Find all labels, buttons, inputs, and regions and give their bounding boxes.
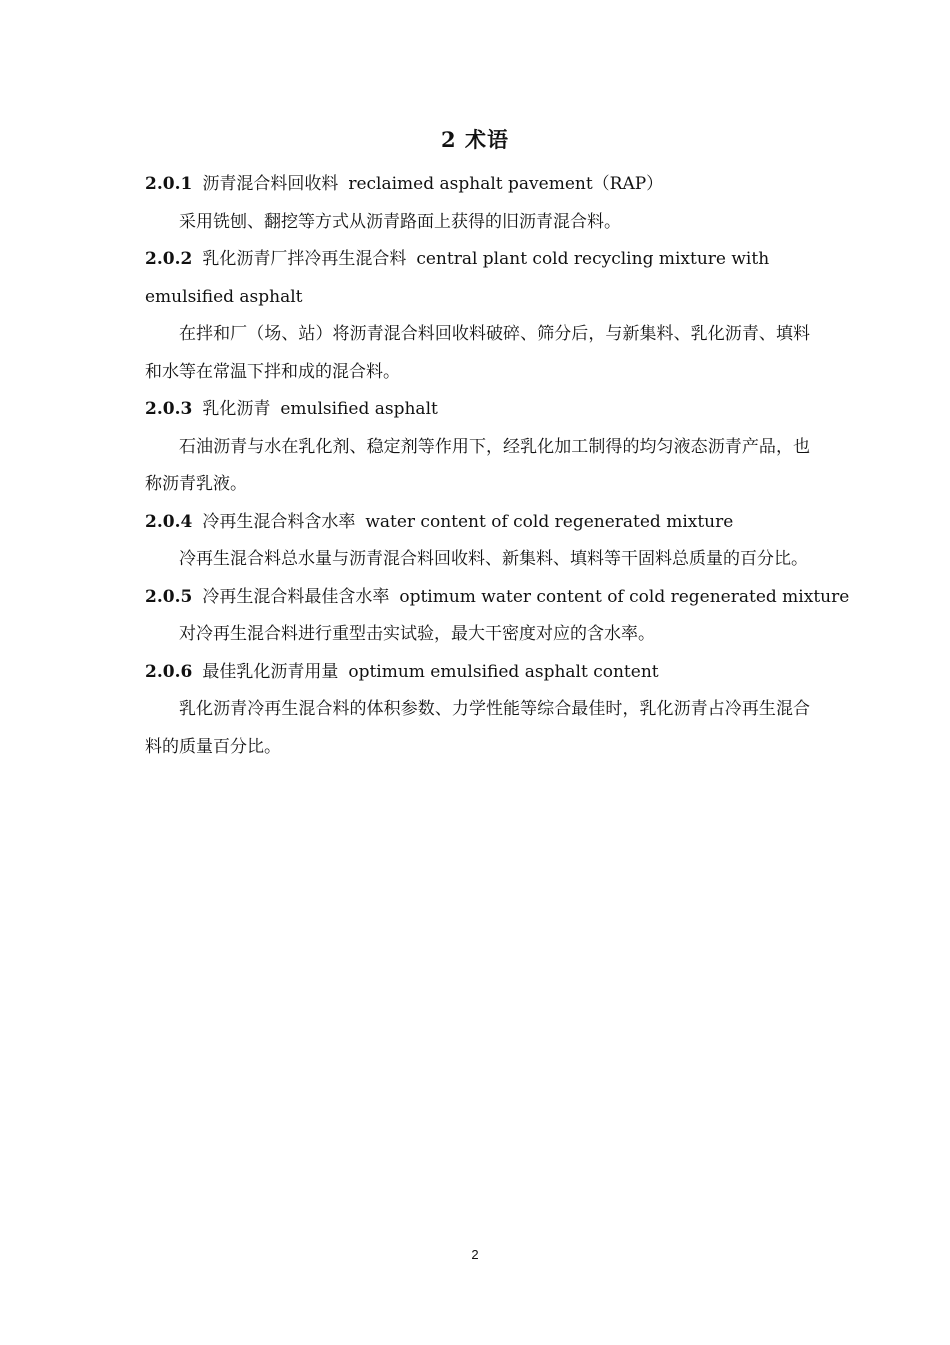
- page-number: 2: [471, 1247, 479, 1262]
- term-definition: 乳化沥青冷再生混合料的体积参数、力学性能等综合最佳时，乳化沥青占冷再生混合料的质量百分比。: [145, 699, 810, 757]
- term-entry: [145, 166, 810, 241]
- term-definition: 对冷再生混合料进行重型击实试验，最大干密度对应的含水率。: [179, 624, 655, 644]
- term-heading: [145, 241, 810, 316]
- term-chinese: 冷再生混合料含水率: [202, 511, 356, 532]
- term-chinese: 最佳乳化沥青用量: [202, 661, 339, 682]
- term-definition: 在拌和厂（场、站）将沥青混合料回收料破碎、筛分后，与新集料、乳化沥青、填料和水等在常温下拌和成的混合料。: [145, 324, 810, 382]
- term-number: 2.0.4: [145, 511, 193, 532]
- term-english: optimum water content of cold regenerated mixture: [399, 586, 850, 607]
- term-heading: [145, 166, 810, 204]
- term-chinese: 冷再生混合料最佳含水率: [202, 586, 390, 607]
- term-number: 2.0.5: [145, 586, 193, 607]
- term-entry: [145, 504, 810, 579]
- term-entry: [145, 579, 850, 654]
- term-english: reclaimed asphalt pavement（RAP）: [348, 174, 664, 194]
- term-definition: 采用铣刨、翻挖等方式从沥青路面上获得的旧沥青混合料。: [179, 211, 621, 232]
- term-heading: [145, 391, 810, 429]
- term-number: 2.0.2: [145, 249, 193, 269]
- term-definition: 冷再生混合料总水量与沥青混合料回收料、新集料、填料等干固料总质量的百分比。: [179, 549, 808, 569]
- term-english: emulsified asphalt: [280, 399, 438, 419]
- term-entry: [145, 391, 810, 504]
- term-chinese: 乳化沥青厂拌冷再生混合料: [202, 249, 407, 269]
- term-chinese: 乳化沥青: [202, 399, 271, 419]
- term-english: water content of cold regenerated mixture: [365, 511, 734, 532]
- term-number: 2.0.1: [145, 174, 193, 194]
- term-number: 2.0.3: [145, 399, 193, 419]
- term-entry: [145, 654, 810, 767]
- term-heading: [145, 654, 810, 692]
- term-entry: [145, 241, 810, 391]
- term-english: central plant cold recycling mixture with emulsified asphalt: [145, 249, 770, 307]
- term-definition: 石油沥青与水在乳化剂、稳定剂等作用下，经乳化加工制得的均匀液态沥青产品，也称沥青乳液。: [145, 436, 810, 494]
- term-chinese: 沥青混合料回收料: [202, 174, 339, 194]
- terms-list: [145, 166, 850, 766]
- term-heading: [145, 579, 850, 617]
- term-heading: [145, 504, 810, 542]
- term-number: 2.0.6: [145, 661, 193, 682]
- section-title: 2 术语: [441, 127, 509, 152]
- term-english: optimum emulsified asphalt content: [348, 661, 659, 682]
